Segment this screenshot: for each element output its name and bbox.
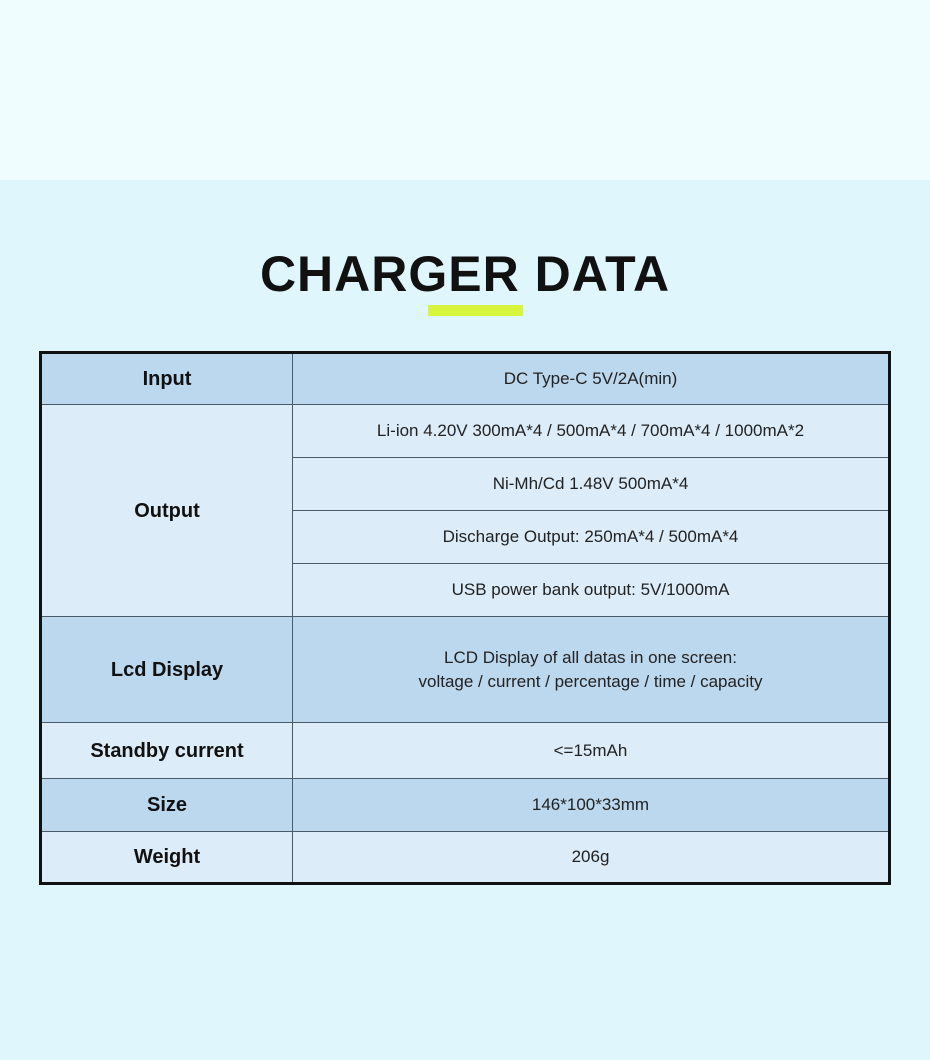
output-value-usb: USB power bank output: 5V/1000mA: [293, 564, 890, 617]
weight-value: 206g: [293, 832, 890, 884]
lcd-value-line1: LCD Display of all datas in one screen:: [444, 647, 737, 667]
lcd-value-line2: voltage / current / percentage / time / capacity: [418, 671, 763, 691]
spec-row-size: [41, 779, 890, 832]
output-value-li-ion: Li-ion 4.20V 300mA*4 / 500mA*4 / 700mA*4 / 1000mA*2: [293, 405, 890, 458]
spec-row-standby: [41, 723, 890, 779]
top-band: [0, 0, 930, 180]
size-label: Size: [41, 779, 293, 832]
input-value: DC Type-C 5V/2A(min): [293, 353, 890, 405]
lcd-value: [293, 617, 890, 723]
output-value-nimh: Ni-Mh/Cd 1.48V 500mA*4: [293, 458, 890, 511]
spec-row-output: [41, 405, 890, 458]
page-title: CHARGER DATA: [259, 246, 671, 302]
output-value-discharge: Discharge Output: 250mA*4 / 500mA*4: [293, 511, 890, 564]
standby-label: Standby current: [41, 723, 293, 779]
spec-table: [39, 351, 891, 885]
spec-row-input: [41, 353, 890, 405]
lcd-label: Lcd Display: [41, 617, 293, 723]
spec-row-weight: [41, 832, 890, 884]
size-value: 146*100*33mm: [293, 779, 890, 832]
standby-value: <=15mAh: [293, 723, 890, 779]
title-underline: [428, 305, 523, 316]
input-label: Input: [41, 353, 293, 405]
spec-row-lcd: [41, 617, 890, 723]
spec-section: [0, 180, 930, 1060]
output-label: Output: [41, 405, 293, 617]
weight-label: Weight: [41, 832, 293, 884]
